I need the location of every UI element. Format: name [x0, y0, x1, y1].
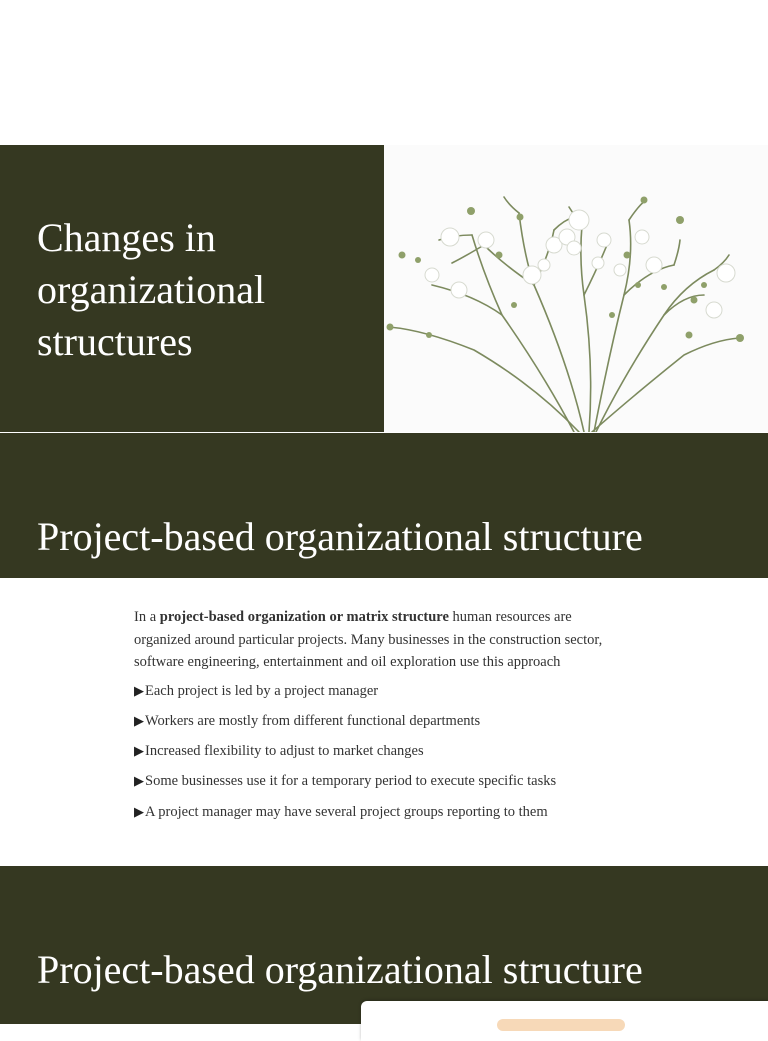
- title-slide-panel: [0, 145, 384, 432]
- slide-body: [134, 606, 614, 831]
- overlay-card[interactable]: [361, 1001, 768, 1041]
- bullet-text: Workers are mostly from different functional departments: [145, 712, 481, 729]
- bullet-text: Some businesses use it for a temporary period to execute specific tasks: [145, 773, 557, 790]
- intro-paragraph: [134, 606, 614, 674]
- slide-heading: Project-based organizational structure: [37, 514, 643, 559]
- bullet-text: Increased flexibility to adjust to market changes: [145, 743, 424, 760]
- right-triangle-arrow-icon: ▶: [134, 712, 144, 728]
- bullet-text: A project manager may have several project groups reporting to them: [145, 803, 548, 820]
- right-triangle-arrow-icon: ▶: [134, 773, 144, 789]
- right-triangle-arrow-icon: ▶: [134, 682, 144, 698]
- list-item: [134, 770, 614, 792]
- intro-bold-term: project-based organization or matrix structure: [159, 609, 449, 625]
- list-item: [134, 710, 614, 732]
- right-triangle-arrow-icon: ▶: [134, 803, 144, 819]
- card-highlight: [497, 1019, 625, 1031]
- flower-illustration: [384, 145, 768, 432]
- bullet-text: Each project is led by a project manager: [145, 682, 379, 699]
- intro-suffix: human resources are organized around particular projects. Many businesses in the construction sector, software engineering, entertainment and oil exploration use this approach: [134, 609, 603, 670]
- flower-image: [384, 145, 768, 432]
- right-triangle-arrow-icon: ▶: [134, 743, 144, 759]
- slide-title: Changes in organizational structures: [37, 215, 266, 364]
- slide-header-band: [0, 433, 768, 578]
- slide-heading-2: Project-based organizational structure: [37, 947, 643, 992]
- list-item: [134, 801, 614, 823]
- intro-prefix: In a: [134, 609, 160, 625]
- list-item: [134, 740, 614, 762]
- list-item: [134, 680, 614, 702]
- bullet-list: [134, 680, 614, 823]
